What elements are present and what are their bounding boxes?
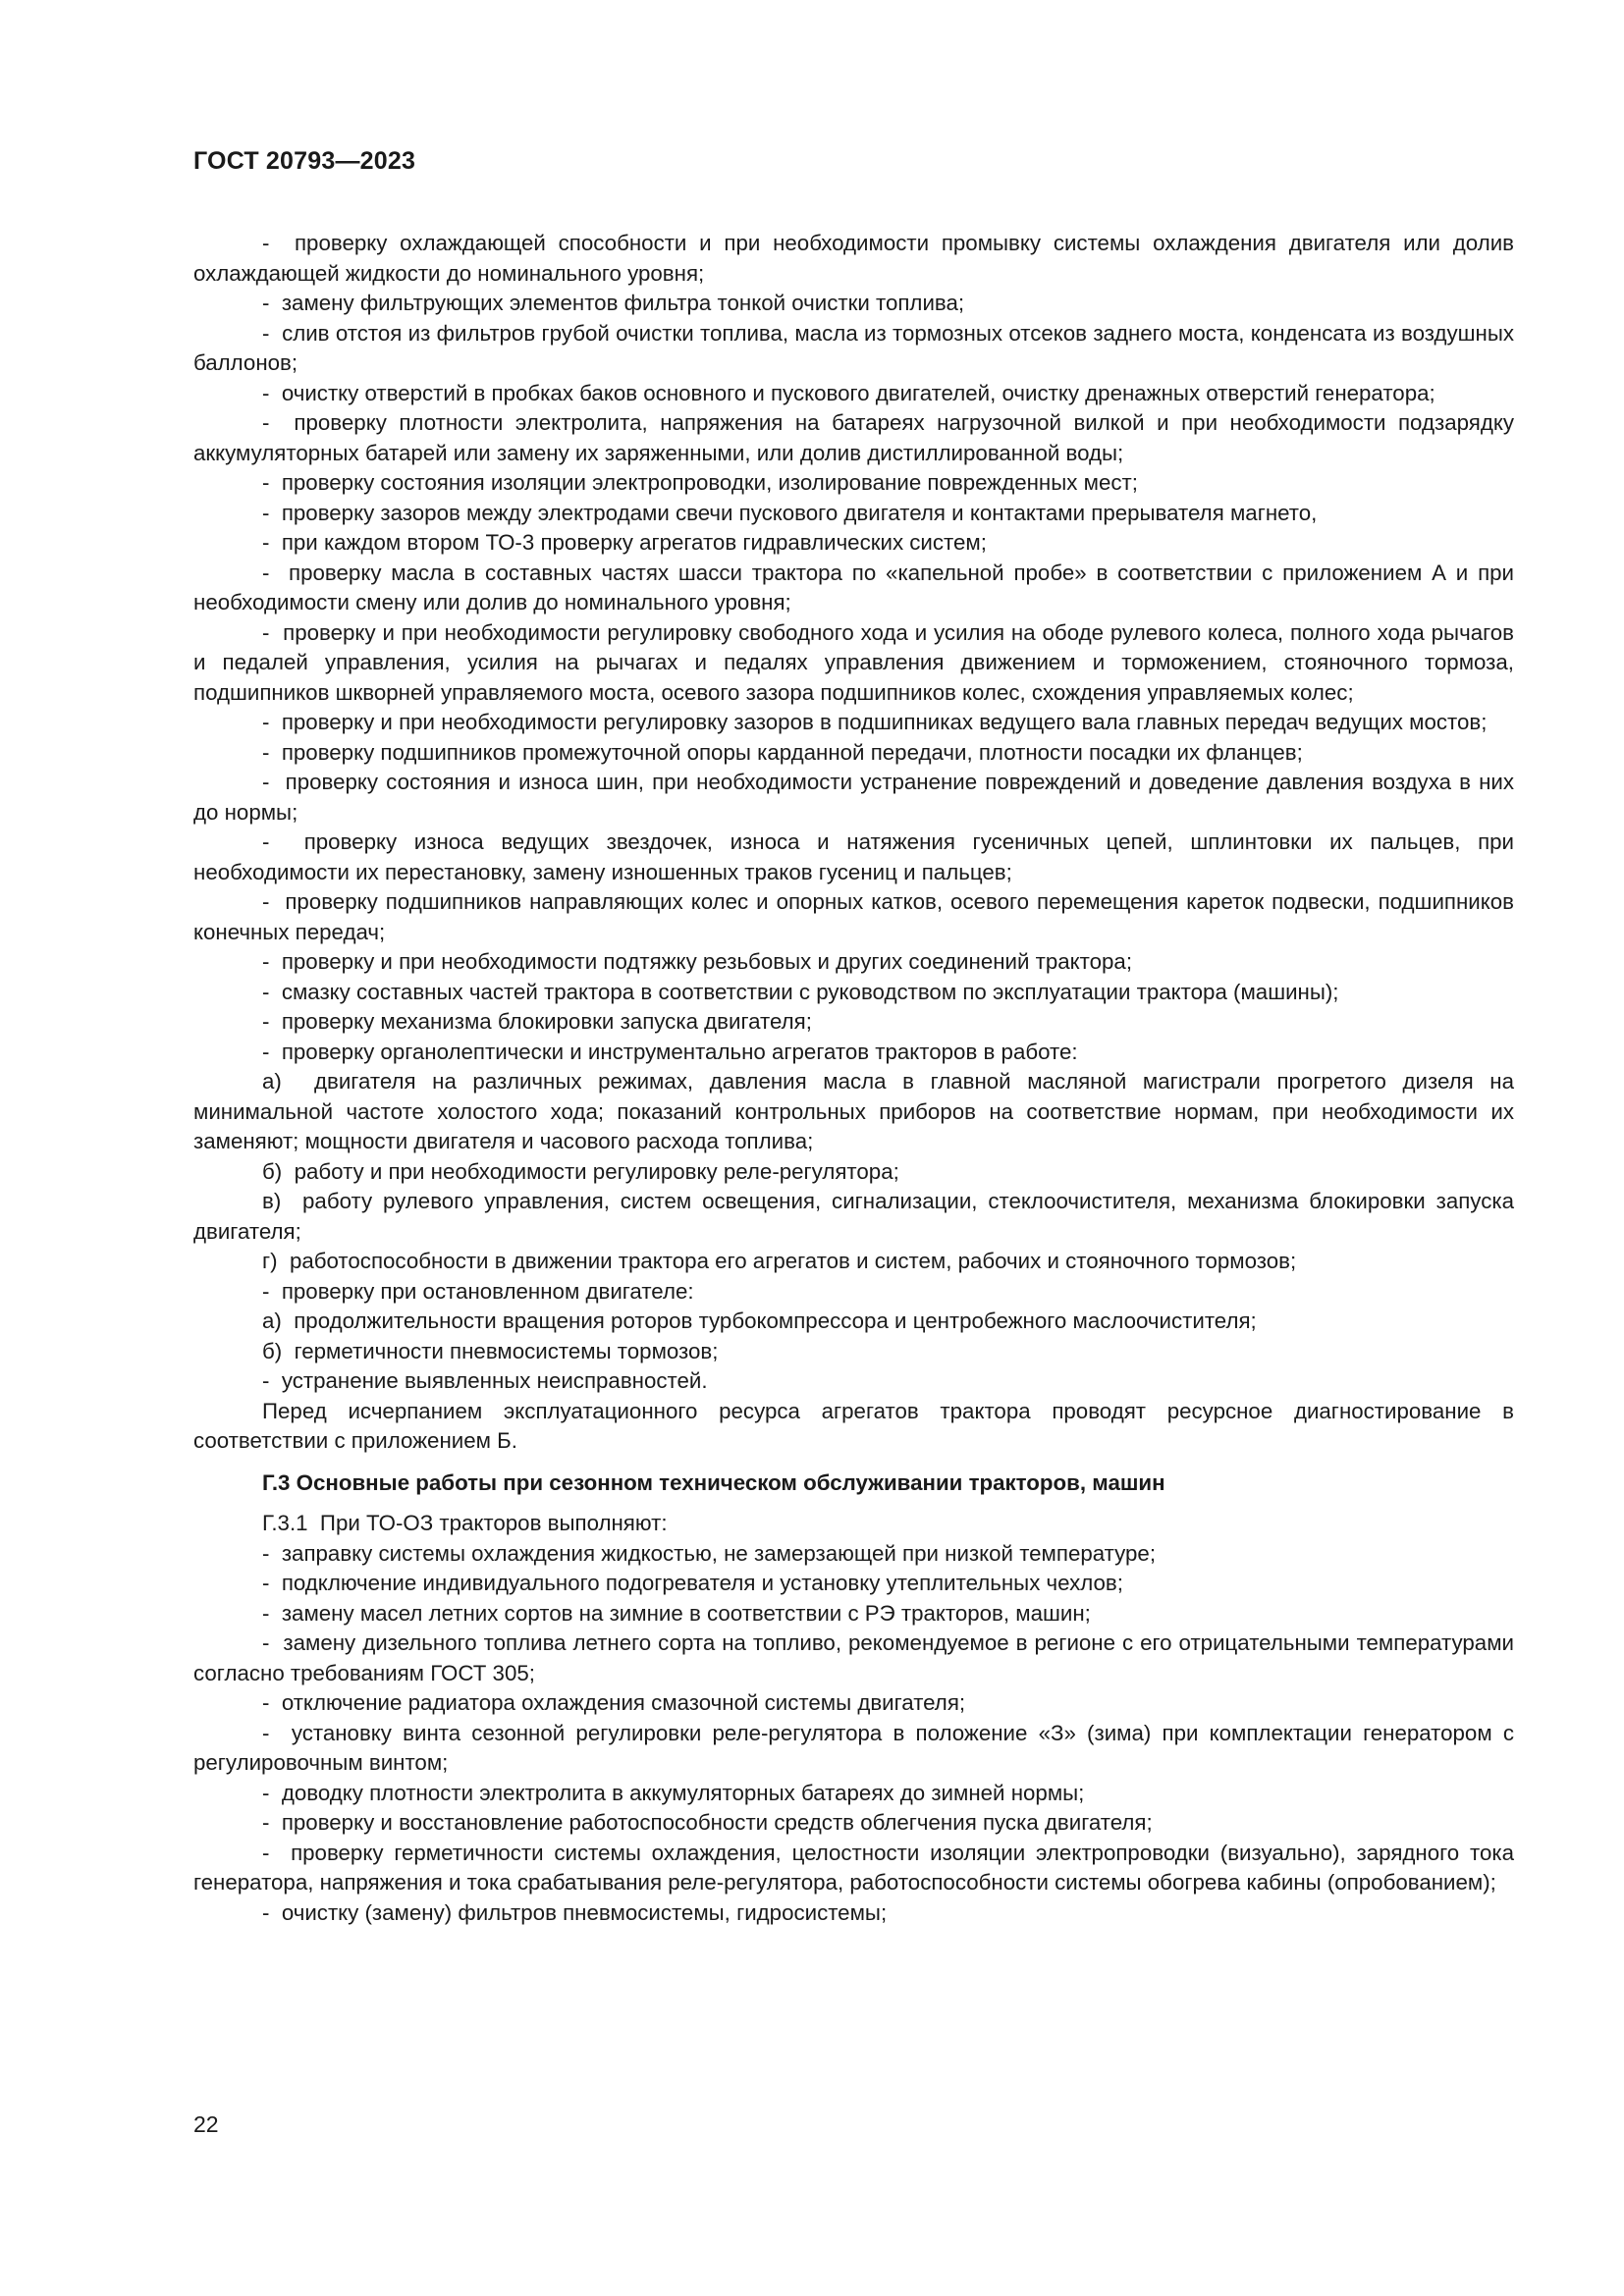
paragraph: - проверку подшипников направляющих колес и опорных катков, осевого перемещения кареток подвески, подшипников конечных передач;: [193, 889, 1521, 944]
paragraph: - проверку плотности электролита, напряжения на батареях нагрузочной вилкой и при необходимости подзарядку аккумуляторных батарей или замену их заряженными, или долив дистиллированной воды;: [193, 410, 1521, 465]
paragraph: - очистку отверстий в пробках баков основного и пускового двигателей, очистку дренажных отверстий генератора;: [262, 380, 1435, 405]
paragraph: - заправку системы охлаждения жидкостью, не замерзающей при низкой температуре;: [262, 1540, 1157, 1566]
paragraph: а) продолжительности вращения роторов турбокомпрессора и центробежного маслоочистителя;: [262, 1308, 1257, 1333]
paragraph: - проверку и при необходимости регулировку свободного хода и усилия на ободе рулевого колеса, полного хода рычагов и педалей управления, усилия на рычагах и педалях управления движением и торможением, стояночного тормоза, подшипников шкворней управляемого моста, осевого зазора подшипников колес, схождения управляемых колес;: [193, 619, 1521, 705]
paragraph: - проверку зазоров между электродами свечи пускового двигателя и контактами прерывателя магнето,: [262, 500, 1318, 525]
paragraph: - замену дизельного топлива летнего сорта на топливо, рекомендуемое в регионе с его отрицательными температурами согласно требованиям ГОСТ 305;: [193, 1630, 1521, 1685]
paragraph: - проверку износа ведущих звездочек, износа и натяжения гусеничных цепей, шплинтовки их пальцев, при необходимости их перестановку, замену изношенных траков гусениц и пальцев;: [193, 829, 1521, 884]
paragraph: - проверку органолептически и инструментально агрегатов тракторов в работе:: [262, 1039, 1078, 1064]
paragraph: - подключение индивидуального подогревателя и установку утеплительных чехлов;: [262, 1571, 1123, 1595]
paragraph: - проверку и при необходимости регулировку зазоров в подшипниках ведущего вала главных передач ведущих мостов;: [262, 710, 1488, 734]
paragraph: - замену масел летних сортов на зимние в соответствии с РЭ тракторов, машин;: [262, 1600, 1091, 1626]
section-heading: Г.3 Основные работы при сезонном техническом обслуживании тракторов, машин: [262, 1469, 1165, 1495]
paragraph-list-bottom: [193, 1509, 1521, 1928]
paragraph: - проверку и при необходимости подтяжку резьбовых и других соединений трактора;: [262, 949, 1133, 974]
paragraph: - проверку масла в составных частях шасси трактора по «капельной пробе» в соответствии с приложением А и при необходимости смену или долив до номинального уровня;: [193, 560, 1521, 614]
paragraph: - установку винта сезонной регулировки реле-регулятора в положение «З» (зима) при комплектации генератором с регулировочным винтом;: [193, 1720, 1521, 1775]
paragraph: Г.3.1 При ТО-ОЗ тракторов выполняют:: [262, 1511, 668, 1535]
paragraph: - смазку составных частей трактора в соответствии с руководством по эксплуатации трактора (машины);: [262, 979, 1339, 1004]
paragraph: в) работу рулевого управления, систем освещения, сигнализации, стеклоочистителя, механизма блокировки запуска двигателя;: [193, 1189, 1521, 1244]
document-header: ГОСТ 20793—2023: [193, 147, 416, 175]
paragraph: б) герметичности пневмосистемы тормозов;: [262, 1338, 719, 1363]
paragraph: - проверку и восстановление работоспособности средств облегчения пуска двигателя;: [262, 1810, 1153, 1835]
paragraph: - замену фильтрующих элементов фильтра тонкой очистки топлива;: [262, 291, 965, 315]
paragraph: - доводку плотности электролита в аккумуляторных батареях до зимней нормы;: [262, 1780, 1085, 1805]
page-number: 22: [193, 2111, 219, 2137]
paragraph: - проверку механизма блокировки запуска двигателя;: [262, 1009, 812, 1034]
paragraph: г) работоспособности в движении трактора его агрегатов и систем, рабочих и стояночного тормозов;: [262, 1249, 1297, 1273]
paragraph: - проверку герметичности системы охлаждения, целостности изоляции электропроводки (визуально), зарядного тока генератора, напряжения и тока срабатывания реле-регулятора, работоспособности системы обогрева кабины (опробованием);: [193, 1840, 1521, 1895]
paragraph: а) двигателя на различных режимах, давления масла в главной масляной магистрали прогретого дизеля на минимальной частоте холостого хода; показаний контрольных приборов на соответствие нормам, при необходимости их заменяют; мощности двигателя и часового расхода топлива;: [193, 1069, 1521, 1153]
document-body: [193, 229, 1521, 1928]
paragraph-list-top: [193, 229, 1521, 1457]
paragraph: б) работу и при необходимости регулировку реле-регулятора;: [262, 1158, 899, 1184]
paragraph: Перед исчерпанием эксплуатационного ресурса агрегатов трактора проводят ресурсное диагностирование в соответствии с приложением Б.: [193, 1398, 1521, 1453]
paragraph: - устранение выявленных неисправностей.: [262, 1368, 708, 1393]
paragraph: - отключение радиатора охлаждения смазочной системы двигателя;: [262, 1690, 966, 1715]
paragraph: - проверку состояния и износа шин, при необходимости устранение повреждений и доведение давления воздуха в них до нормы;: [193, 770, 1521, 825]
paragraph: - слив отстоя из фильтров грубой очистки топлива, масла из тормозных отсеков заднего моста, конденсата из воздушных баллонов;: [193, 320, 1521, 375]
paragraph: - проверку состояния изоляции электропроводки, изолирование поврежденных мест;: [262, 470, 1138, 495]
paragraph: - проверку при остановленном двигателе:: [262, 1278, 694, 1304]
paragraph: - проверку охлаждающей способности и при необходимости промывку системы охлаждения двигателя или долив охлаждающей жидкости до номинального уровня;: [193, 231, 1521, 286]
paragraph: - при каждом втором ТО-3 проверку агрегатов гидравлических систем;: [262, 530, 987, 555]
paragraph: - очистку (замену) фильтров пневмосистемы, гидросистемы;: [262, 1899, 888, 1925]
paragraph: - проверку подшипников промежуточной опоры карданной передачи, плотности посадки их фланцев;: [262, 739, 1303, 765]
